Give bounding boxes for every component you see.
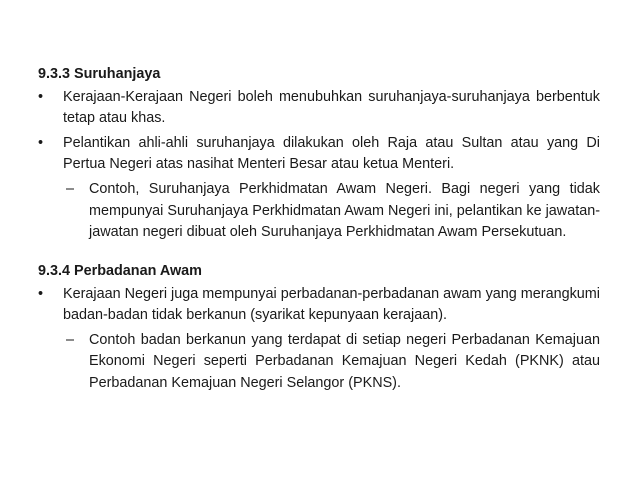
- bullet-icon: •: [38, 285, 44, 302]
- section-heading-suruhanjaya: 9.3.3 Suruhanjaya: [38, 66, 161, 82]
- section-heading-perbadanan-awam: 9.3.4 Perbadanan Awam: [38, 262, 202, 279]
- sub-bullet-text: Contoh, Suruhanjaya Perkhidmatan Awam Negeri. Bagi negeri yang tidak mempunyai Suruhanjaya Perkhidmatan Awam Negeri ini, pelantikan ke jawatan-jawatan negeri dibuat oleh Suruhanjaya Perkhidmatan Awam Persekutuan.: [89, 181, 600, 240]
- sub-bullet-item: [38, 330, 600, 395]
- sub-bullet-text: Contoh badan berkanun yang terdapat di setiap negeri Perbadanan Kemajuan Ekonomi Negeri seperti Perbadanan Kemajuan Negeri Kedah (PKNK) atau Perbadanan Kemajuan Negeri Selangor (PKNS).: [89, 331, 600, 391]
- sub-bullet-item: [38, 179, 600, 244]
- bullet-text: Kerajaan-Kerajaan Negeri boleh menubuhkan suruhanjaya-suruhanjaya berbentuk tetap atau khas.: [63, 89, 600, 126]
- bullet-icon: •: [38, 135, 44, 151]
- slide-content: [38, 64, 600, 398]
- bullet-text: Kerajaan Negeri juga mempunyai perbadanan-perbadanan awam yang merangkumi badan-badan tidak berkanun (syarikat kepunyaan kerajaan).: [63, 285, 600, 323]
- bullet-item: [38, 133, 600, 175]
- bullet-item: [38, 284, 600, 326]
- bullet-text: Pelantikan ahli-ahli suruhanjaya dilakukan oleh Raja atau Sultan atau yang Di Pertua Negeri atas nasihat Menteri Besar atau ketua Menteri.: [63, 135, 600, 172]
- bullet-item: [38, 87, 600, 129]
- bullet-icon: •: [38, 89, 44, 105]
- section-spacer: [38, 248, 600, 261]
- dash-icon: –: [66, 331, 75, 348]
- dash-icon: –: [66, 181, 75, 197]
